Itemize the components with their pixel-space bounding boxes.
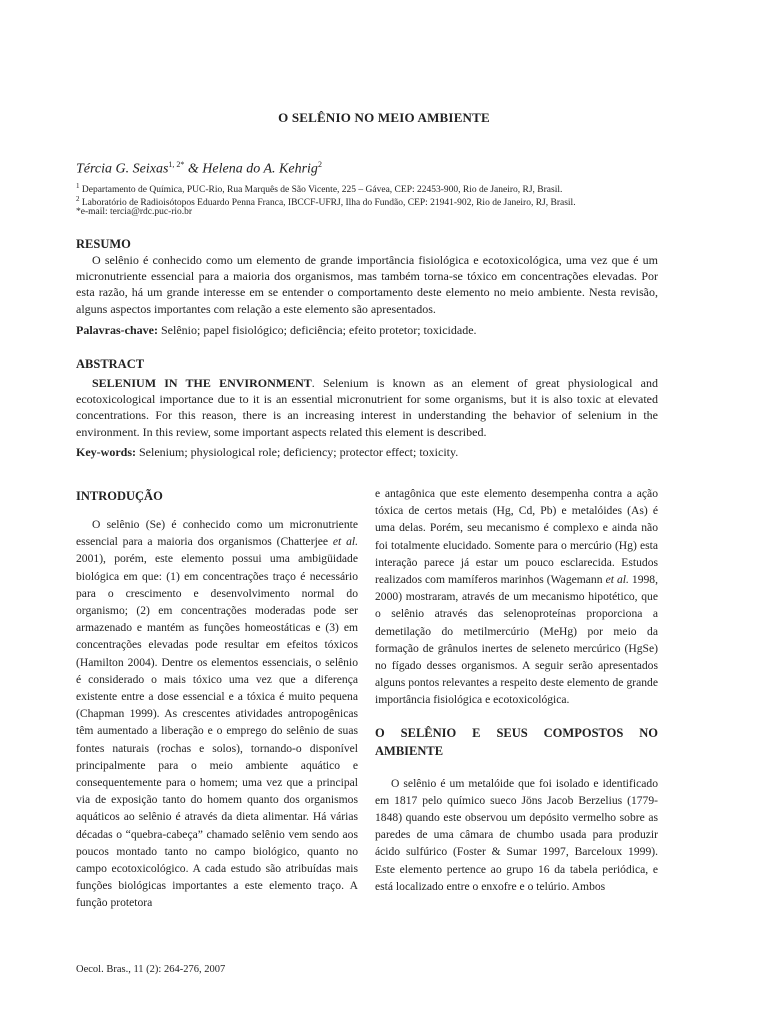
right-column bbox=[375, 485, 658, 895]
resumo-body bbox=[76, 252, 658, 317]
citation-etal: et al. bbox=[605, 573, 629, 587]
abstract-heading: ABSTRACT bbox=[76, 357, 145, 371]
resumo-keywords bbox=[76, 322, 658, 338]
abstract-text: . Selenium is known as an element of great physiological and ecotoxicological importance due to it is an essential micronutrient for some organisms, but it is also toxic at elevated concentrations. For this reason, there is an increasing interest in understanding the behavior of selenium in the environment. In this review, some important aspects related this element is described. bbox=[76, 376, 658, 439]
intro-paragraph-continued bbox=[375, 485, 658, 709]
citation-etal: et al. bbox=[332, 535, 358, 549]
introducao-heading: INTRODUÇÃO bbox=[76, 489, 163, 503]
intro-text: 2001), porém, este elemento possui uma ambigüidade biológica em que: (1) em concentrações traço é necessário para o crescimento e desenvolvimento normal do organismo; (2) em concentrações moderadas pode ser armazenado e mantém as funções homeostáticas e (3) em concentrações elevadas pode resultar em efeitos tóxicos (Hamilton 2004). Dentre os elementos essenciais, o selênio é considerado o mais tóxico uma vez que a diferença existente entre a dose essencial e a tóxica é muito pequena (Chapman 1999). As crescentes atividades antropogênicas têm aumentado a liberação e o emprego do selênio de suas fontes naturais (rochas e solos), tornando-o disponível principalmente para o meio ambiente aquático e consequentemente para o homem; uma vez que a principal via de exposição tanto do homem quanto dos organismos aquáticos ao selênio é através da dieta alimentar. Há várias décadas o “quebra-cabeça” chamado selênio vem sendo aos poucos montado tanto no campo biológico, quanto no campo ecotoxicológico. A cada estudo são atribuídas mais funções biológicas importantes a este elemento traço. A função protetora bbox=[76, 552, 358, 910]
intro-text: O selênio (Se) é conhecido como um micronutriente essencial para a maioria dos organismos (Chatterjee bbox=[76, 518, 358, 549]
affiliation-marker: 2 bbox=[76, 195, 80, 203]
abstract-body bbox=[76, 375, 658, 440]
keywords-text: Selenium; physiological role; deficiency; protector effect; toxicity. bbox=[136, 445, 459, 459]
journal-citation-footer: Oecol. Bras., 11 (2): 264-276, 2007 bbox=[76, 964, 226, 975]
intro-text: e antagônica que este elemento desempenha contra a ação tóxica de certos metais (Hg, Cd, Pb) e metalóides (As) é uma delas. Porém, seu mecanismo é complexo e ainda não foi totalmente elucidado. Somente para o mercúrio (Hg) esta interação parece já estar um pouco esclarecida. Estudos realizados com mamíferos marinhos (Wagemann bbox=[375, 487, 658, 587]
resumo-text: O selênio é conhecido como um elemento de grande importância fisiológica e ecotoxicológica, uma vez que é um micronutriente essencial para a maioria dos organismos, mas também torna-se tóxico em concentrações elevadas. Por esta razão, há um grande interesse em se entender o comportamento deste elemento no meio ambiente. Nesta revisão, alguns aspectos importantes com relação a este elemento são apresentados. bbox=[76, 253, 658, 316]
abstract-english-title: SELENIUM IN THE ENVIRONMENT bbox=[92, 376, 312, 390]
author-2: & Helena do A. Kehrig bbox=[184, 161, 318, 177]
article-title: O SELÊNIO NO MEIO AMBIENTE bbox=[278, 110, 490, 125]
keywords-text: Selênio; papel fisiológico; deficiência; efeito protetor; toxicidade. bbox=[157, 323, 477, 337]
author-1-affiliation-marker: 1, 2* bbox=[168, 160, 185, 169]
intro-paragraph-1 bbox=[76, 516, 358, 912]
left-column bbox=[76, 516, 358, 912]
keywords-label: Key-words: bbox=[76, 445, 136, 459]
section2-paragraph-1: O selênio é um metalóide que foi isolado e identificado em 1817 pelo químico sueco Jöns Jacob Berzelius (1779-1848) quando este observou um depósito vermelho sobre as paredes de uma câmara de chumbo usada para produzir ácido sulfúrico (Foster & Sumar 1997, Barceloux 1999). Este elemento pertence ao grupo 16 da tabela periódica, e está localizado entre o enxofre e o telúrio. Ambos bbox=[375, 776, 658, 893]
abstract-keywords bbox=[76, 444, 658, 460]
author-2-affiliation-marker: 2 bbox=[317, 160, 322, 169]
resumo-heading: RESUMO bbox=[76, 237, 131, 251]
affiliation-text: Departamento de Química, PUC-Rio, Rua Marquês de São Vicente, 225 – Gávea, CEP: 22453-900, Rio de Janeiro, RJ, Brasil. bbox=[79, 185, 563, 196]
section-heading-selenio-compostos: O SELÊNIO E SEUS COMPOSTOS NO AMBIENTE bbox=[375, 725, 658, 758]
keywords-label: Palavras-chave: bbox=[76, 323, 158, 337]
author-line bbox=[76, 160, 322, 178]
affiliation-text: Laboratório de Radioisótopos Eduardo Penna Franca, IBCCF-UFRJ, Ilha do Fundão, CEP: 21941-902, Rio de Janeiro, RJ, Brasil. bbox=[79, 198, 576, 209]
author-1: Tércia G. Seixas bbox=[76, 161, 169, 177]
intro-text: 1998, 2000) mostraram, através de um mecanismo hipotético, que o selênio através das selenoproteínas proporciona a demetilação do metilmercúrio (MeHg) por meio da formação de grânulos inertes de seleneto mercúrico (HgSe) no fígado desses organismos. A seguir serão apresentados alguns pontos relevantes a respeito deste elemento de grande importância fisiológica e ecotoxicológica. bbox=[375, 573, 659, 707]
affiliation-marker: 1 bbox=[76, 182, 80, 190]
contact-email: *e-mail: tercia@rdc.puc-rio.br bbox=[76, 207, 193, 217]
